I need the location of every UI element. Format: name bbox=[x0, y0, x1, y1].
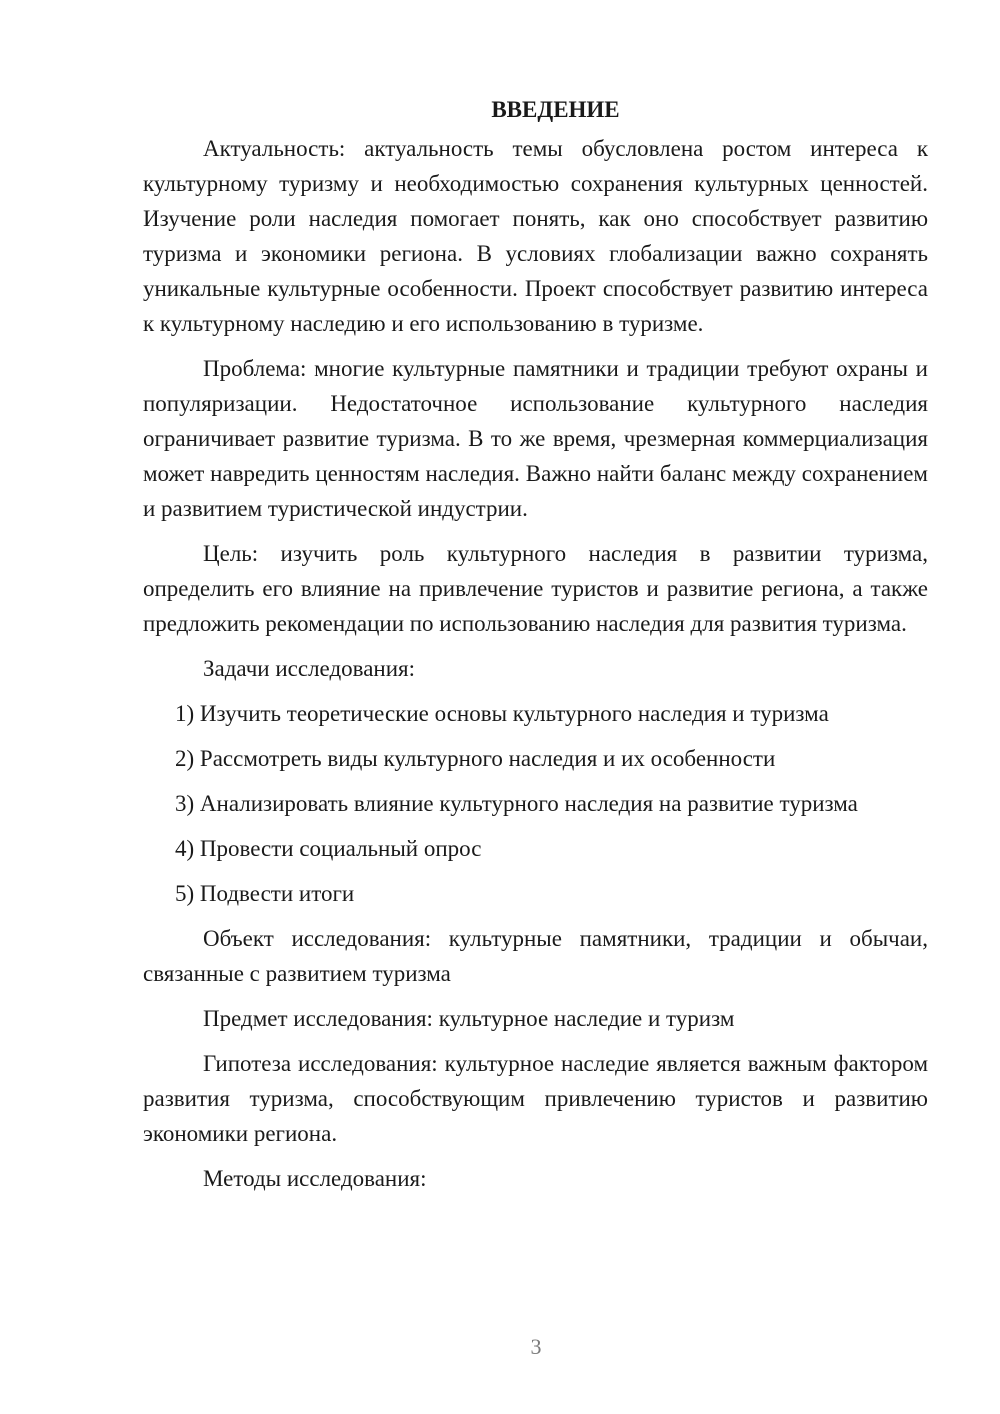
list-item: 5) Подвести итоги bbox=[175, 881, 355, 906]
page-number: 3 bbox=[530, 1334, 542, 1359]
section-title: ВВЕДЕНИЕ bbox=[491, 97, 620, 122]
list-item: 1) Изучить теоретические основы культурного наследия и туризма bbox=[175, 701, 829, 726]
tasks-list bbox=[143, 696, 928, 911]
hypothesis-paragraph: Гипотеза исследования: культурное наследие является важным фактором развития туризма, способствующим привлечению туристов и развитию экономики региона. bbox=[143, 1051, 928, 1146]
list-item: 2) Рассмотреть виды культурного наследия и их особенности bbox=[175, 746, 776, 771]
page-content bbox=[143, 92, 928, 1206]
list-item: 4) Провести социальный опрос bbox=[175, 836, 482, 861]
relevance-paragraph: Актуальность: актуальность темы обусловлена ростом интереса к культурному туризму и необходимостью сохранения культурных ценностей. Изучение роли наследия помогает понять, как оно способствует развитию туризма и экономики региона. В условиях глобализации важно сохранять уникальные культурные особенности. Проект способствует развитию интереса к культурному наследию и его использованию в туризме. bbox=[143, 136, 928, 336]
subject-paragraph: Предмет исследования: культурное наследие и туризм bbox=[203, 1006, 735, 1031]
list-item: 3) Анализировать влияние культурного наследия на развитие туризма bbox=[175, 791, 858, 816]
object-paragraph: Объект исследования: культурные памятники, традиции и обычаи, связанные с развитием туризма bbox=[143, 926, 928, 986]
problem-paragraph: Проблема: многие культурные памятники и традиции требуют охраны и популяризации. Недостаточное использование культурного наследия ограничивает развитие туризма. В то же время, чрезмерная коммерциализация может навредить ценностям наследия. Важно найти баланс между сохранением и развитием туристической индустрии. bbox=[143, 356, 928, 521]
methods-label: Методы исследования: bbox=[203, 1166, 427, 1191]
tasks-label: Задачи исследования: bbox=[203, 656, 416, 681]
goal-paragraph: Цель: изучить роль культурного наследия в развитии туризма, определить его влияние на привлечение туристов и развитие региона, а также предложить рекомендации по использованию наследия для развития туризма. bbox=[143, 541, 928, 636]
